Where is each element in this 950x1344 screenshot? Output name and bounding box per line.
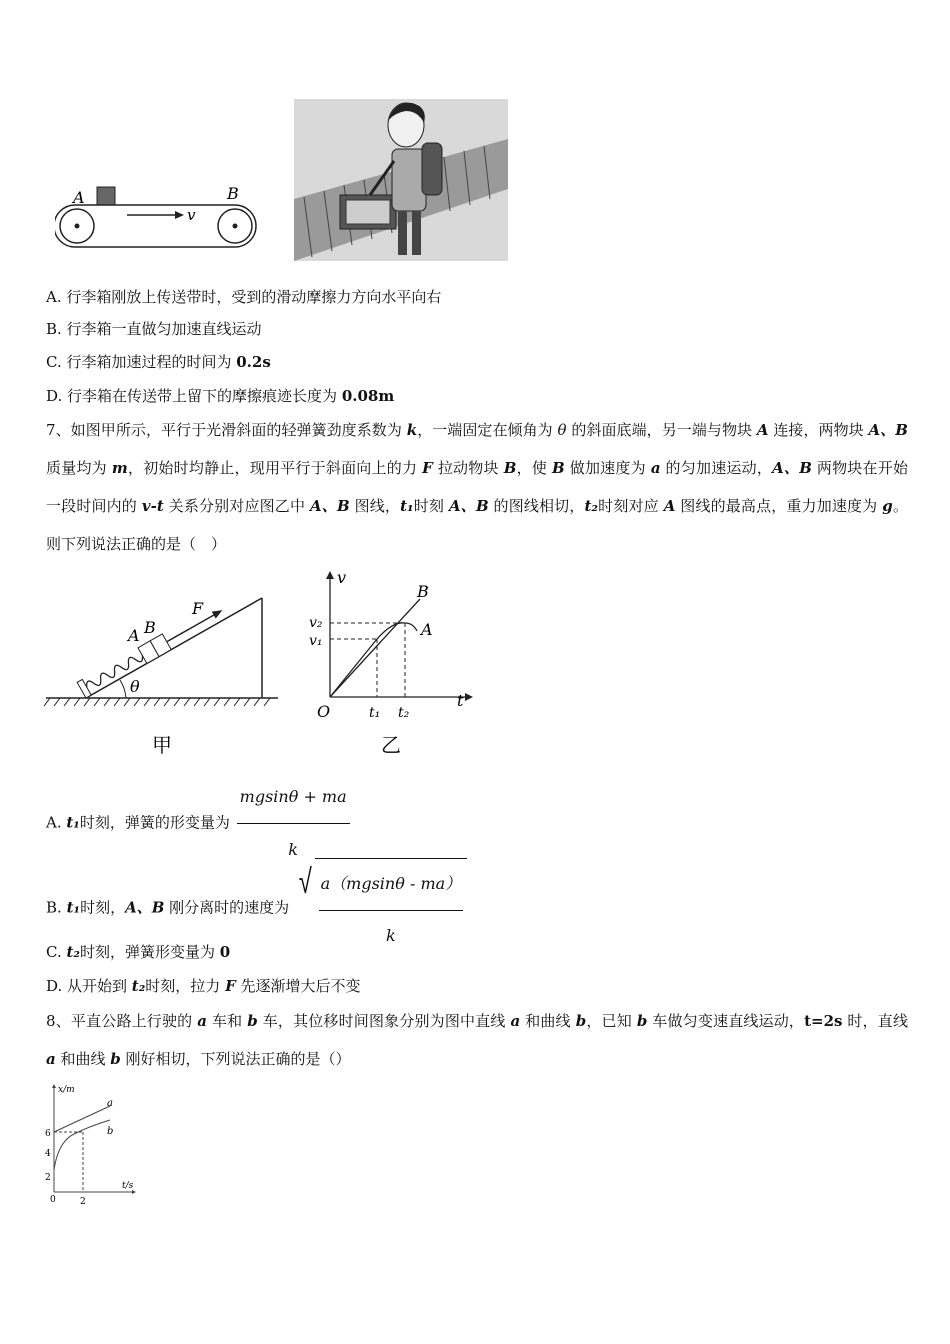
q6-option-d: D. 行李箱在传送带上留下的摩擦痕迹长度为 0.08m — [46, 387, 395, 405]
vt-graph — [305, 565, 475, 755]
option-b-sqrt: √ $\frac{a(mgsin\theta - ma)}{k}$ — [296, 858, 467, 959]
tick-2: 2 — [45, 1173, 51, 1183]
label-a: A — [128, 626, 140, 645]
label-v: v — [187, 206, 196, 224]
label-b: b — [107, 1126, 114, 1137]
q6-option-a: A. 行李箱刚放上传送带时，受到的滑动摩擦力方向水平向右 — [46, 288, 442, 306]
label-a: A — [421, 620, 433, 639]
label-f: F — [192, 599, 204, 618]
line-a — [54, 1106, 110, 1132]
label-v1: v₁ — [309, 633, 323, 649]
q6-option-b: B. 行李箱一直做匀加速直线运动 — [46, 320, 262, 338]
force-arrow — [167, 615, 214, 642]
incline-surface — [86, 598, 262, 698]
label-v: v — [337, 568, 347, 587]
label-t: t — [457, 691, 464, 710]
label-v2: v₂ — [309, 615, 323, 631]
option-a-fraction: $\frac{mgsin\theta + ma}{k}$ — [237, 774, 350, 873]
label-b: B — [417, 582, 429, 601]
caption-yi: 乙 — [381, 733, 401, 755]
tick-4: 4 — [45, 1149, 51, 1159]
label-b: B — [227, 184, 239, 203]
incline-figure — [42, 590, 282, 760]
label-t: t/s — [122, 1181, 134, 1191]
label-o: O — [317, 702, 331, 721]
label-t2: t₂ — [398, 705, 410, 721]
tick-t2: 2 — [80, 1197, 86, 1207]
label-t1: t₁ — [369, 705, 381, 721]
q7-option-b: B. t₁时刻，A、B 刚分离时的速度为 √ $\frac{a(mgsin\theta - ma)}{k}$ — [46, 858, 467, 959]
tick-6: 6 — [45, 1129, 51, 1139]
curve-b — [54, 1120, 110, 1170]
airport-luggage-photo — [294, 99, 508, 261]
q6-option-c: C. 行李箱加速过程的时间为 0.2s — [46, 353, 271, 371]
q8-stem: 8、平直公路上行驶的 a 车和 b 车，其位移时间图象分别为图中直线 a 和曲线 b，已知 b 车做匀变速直线运动，t=2s 时，直线 a 和曲线 b 刚好相切，下列说法正确的是（） — [46, 1012, 908, 1068]
q7-option-a: A. t₁时刻，弹簧的形变量为 $\frac{mgsin\theta + ma}{k}$ — [46, 774, 350, 873]
label-a: a — [107, 1098, 113, 1109]
tick-0: 0 — [50, 1195, 56, 1205]
curve-a — [330, 623, 417, 697]
luggage-box — [97, 187, 115, 205]
label-x: x/m — [58, 1085, 75, 1095]
conveyor-belt-figure — [55, 183, 260, 253]
person-body — [392, 149, 426, 211]
spring-base — [77, 679, 91, 698]
label-a: A — [73, 188, 85, 207]
xt-graph — [40, 1080, 140, 1210]
label-theta: θ — [130, 677, 140, 696]
q7-option-d: D. 从开始到 t₂时刻，拉力 F 先逐渐增大后不变 — [46, 977, 361, 995]
line-b — [330, 599, 420, 697]
caption-jia: 甲 — [152, 733, 172, 757]
label-b: B — [144, 618, 156, 637]
q7-stem: 7、如图甲所示，平行于光滑斜面的轻弹簧劲度系数为 k，一端固定在倾角为 θ 的斜面底端，另一端与物块 A 连接，两物块 A、B 质量均为 m，初始时均静止，现用平行于斜面向上的力 F 拉动物块 B，使 B 做加速度为 a 的匀加速运动，A、B 两物块在开始一段时间内的 v-t 关系分别对应图乙中 A、B 图线，t₁时刻 A、B 的图线相切，t₂时刻对应 A 图线的最高点，重力加速度为 g。则下列说法正确的是（ ） — [46, 421, 908, 553]
q7-option-c: C. t₂时刻，弹簧形变量为 0 — [46, 943, 231, 961]
